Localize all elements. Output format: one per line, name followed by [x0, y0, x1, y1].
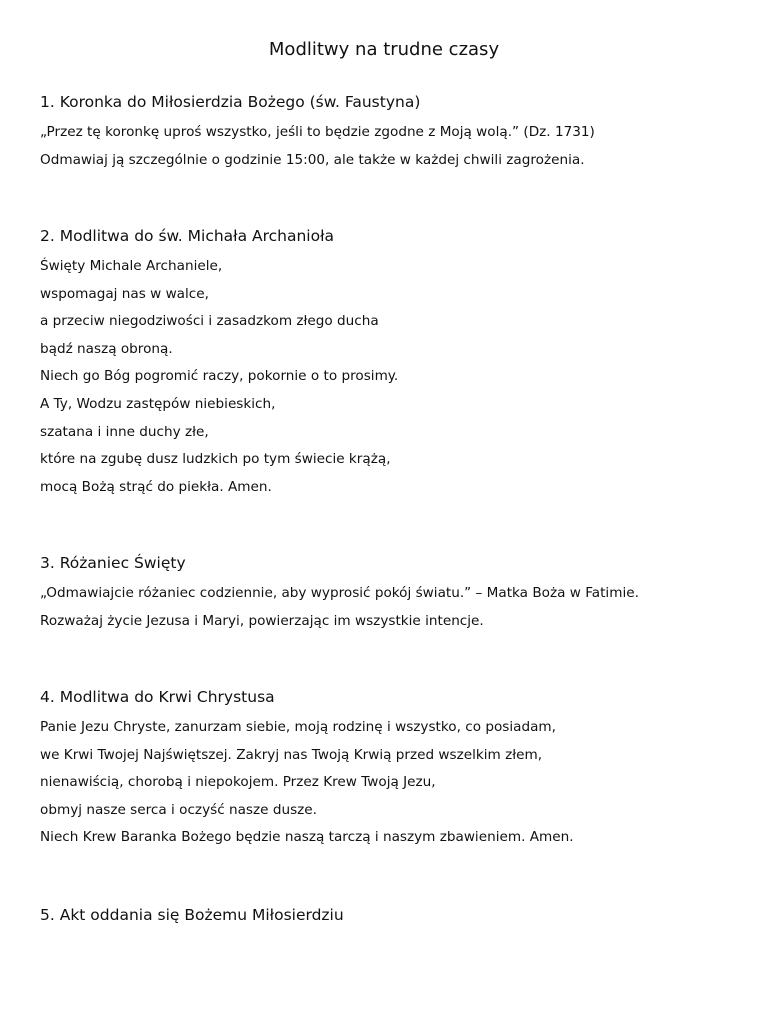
- text-line: Panie Jezu Chryste, zanurzam siebie, moją rodzinę i wszystko, co posiadam,: [40, 719, 556, 735]
- text-line: Święty Michale Archaniele,: [40, 258, 223, 274]
- text-line: mocą Bożą strąć do piekła. Amen.: [40, 478, 272, 495]
- text-line: Odmawiaj ją szczególnie o godzinie 15:00, ale także w każdej chwili zagrożenia.: [40, 151, 585, 168]
- text-line: „Odmawiajcie różaniec codziennie, aby wyprosić pokój światu.” – Matka Boża w Fatimie.: [40, 585, 639, 601]
- section-prayer-blood-of-christ: [40, 687, 740, 852]
- section-heading: 5. Akt oddania się Bożemu Miłosierdziu: [40, 906, 344, 924]
- text-line: A Ty, Wodzu zastępów niebieskich,: [40, 395, 276, 412]
- text-line: a przeciw niegodziwości i zasadzkom złego ducha: [40, 313, 379, 330]
- text-line: obmyj nasze serca i oczyść nasze dusze.: [40, 801, 317, 818]
- text-line: bądź naszą obroną.: [40, 340, 173, 357]
- section-heading: 4. Modlitwa do Krwi Chrystusa: [40, 688, 275, 706]
- section-act-of-consecration: [40, 905, 740, 932]
- section-chaplet-divine-mercy: [40, 92, 740, 174]
- text-line: szatana i inne duchy złe,: [40, 423, 209, 440]
- section-heading: 2. Modlitwa do św. Michała Archanioła: [40, 227, 334, 245]
- section-holy-rosary: [40, 553, 740, 635]
- text-line: które na zgubę dusz ludzkich po tym świecie krążą,: [40, 451, 391, 468]
- text-line: Niech go Bóg pogromić raczy, pokornie o to prosimy.: [40, 368, 399, 385]
- document-title: Modlitwy na trudne czasy: [268, 39, 500, 60]
- text-line: „Przez tę koronkę uproś wszystko, jeśli to będzie zgodne z Moją wolą.” (Dz. 1731): [40, 124, 595, 140]
- section-heading: 1. Koronka do Miłosierdzia Bożego (św. Faustyna): [40, 93, 421, 111]
- section-heading: 3. Różaniec Święty: [40, 554, 186, 572]
- text-line: we Krwi Twojej Najświętszej. Zakryj nas Twoją Krwią przed wszelkim złem,: [40, 746, 543, 763]
- text-line: Niech Krew Baranka Bożego będzie naszą tarczą i naszym zbawieniem. Amen.: [40, 829, 574, 846]
- text-line: Rozważaj życie Jezusa i Maryi, powierzając im wszystkie intencje.: [40, 612, 484, 629]
- section-prayer-st-michael: [40, 226, 740, 501]
- text-line: nienawiścią, chorobą i niepokojem. Przez Krew Twoją Jezu,: [40, 774, 436, 791]
- text-line: wspomagaj nas w walce,: [40, 285, 209, 302]
